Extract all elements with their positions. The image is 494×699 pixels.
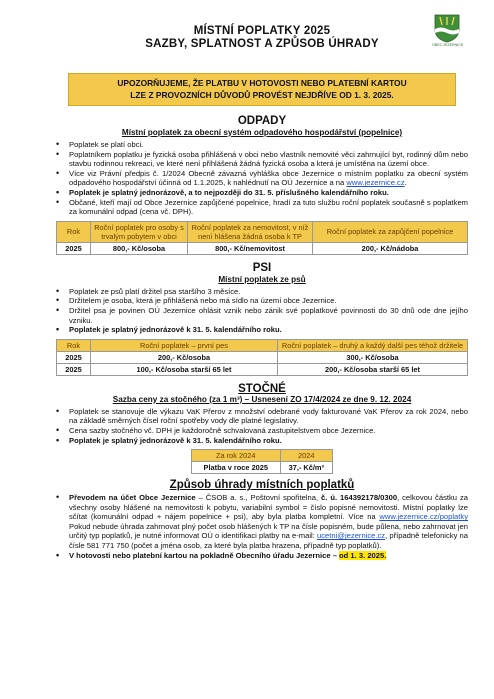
- fees-link[interactable]: www.jezernice.cz/poplatky: [379, 512, 468, 522]
- notice-line-2: LZE Z PROVOZNÍCH DŮVODŮ PROVÉST NEJDŘÍVE OD 1. 3. 2025.: [130, 89, 394, 100]
- table-row: [57, 242, 468, 254]
- bank-transfer-note-end: , případně telefonicky na čísle 581 771 750 (počet a jména osob, za které byla platba hrazena, případně typ poplatků).: [69, 531, 469, 551]
- table-cell: 2025: [57, 242, 91, 254]
- table-header-cell: Roční poplatek za nemovitost, v níž není hlášena žádná osoba k TP: [188, 221, 313, 242]
- table-header-cell: Roční poplatek pro osoby s trvalým pobytem v obci: [91, 221, 188, 242]
- table-header-cell: 2024: [280, 450, 332, 462]
- table-cell: 2025: [57, 351, 91, 363]
- municipality-logo: [432, 13, 462, 49]
- table-header-cell: Roční poplatek – druhý a každý další pes téhož držitele: [278, 339, 468, 351]
- list-item: • Cena sazby stočného vč. DPH je každoročně schvalovaná zastupitelstvem obce Jezernice.: [56, 426, 468, 436]
- table-cell: 800,- Kč/nemovitost: [188, 242, 313, 254]
- section-title-odpady: ODPADY: [237, 115, 287, 127]
- notice-line-1: UPOZORŇUJEME, ŽE PLATBU V HOTOVOSTI NEBO PLATEBNÍ KARTOU: [117, 78, 407, 88]
- bank-transfer-note: Pokud nebude úhrada zahrnovat plný počet osob hlášených k TP na čísle popisném, bude půlena, nebo zahrnovat jen určitý typ poplatků, je nutné informovat OÚ o identifikaci platby na e-mail:: [69, 521, 468, 541]
- title-line-1: MÍSTNÍ POPLATKY 2025: [193, 25, 331, 37]
- cash-payment-date: od 1. 3. 2025.: [339, 550, 387, 560]
- table-header-cell: Rok: [57, 221, 91, 242]
- table-cell: 37,- Kč/m³: [280, 462, 332, 474]
- list-item: • Poplatek je splatný jednorázově, a to nejpozději do 31. 5. příslušného kalendářního roku.: [56, 188, 468, 198]
- odpady-bullet-list: [56, 140, 468, 217]
- table-cell: 200,- Kč/nádoba: [313, 242, 468, 254]
- header: [56, 25, 468, 65]
- cash-payment-text: V hotovosti nebo platební kartou na pokladně Obecního úřadu Jezernice –: [69, 550, 340, 560]
- bank-transfer-label: Převodem na účet Obce Jezernice: [69, 493, 196, 503]
- section-title-payment-methods: Způsob úhrady místních poplatků: [169, 479, 355, 492]
- table-header-cell: Rok: [57, 339, 91, 351]
- logo-caption: OBEC JEZERNICE: [432, 43, 464, 47]
- psi-fee-table: [56, 339, 468, 376]
- bank-transfer-details: , celkovou částku za všechny osoby hlášené na nemovitosti k pobytu, variabilní symbol = číslo popisné nemovitosti. Místní poplatky lze sčítat (komunální odpad + nájem popelnice + psi), aby byla platba kompletní. Více na: [69, 493, 468, 522]
- list-item: • Poplatek se stanovuje dle výkazu VaK Přerov z množství odebrané vody fakturované VaK Přerov za rok 2024, nebo na základě směrných čísel roční spotřeby vody dle platné legislativy.: [56, 407, 468, 426]
- table-header-cell: Roční poplatek za zapůjčení popelnice: [313, 221, 468, 242]
- table-row: [192, 462, 333, 474]
- list-item: • Poplatek je splatný jednorázově k 31. 5. kalendářního roku.: [56, 325, 468, 335]
- stocne-subtitle: Sazba ceny za stočného (za 1 m³) – Usnesení ZO 17/4/2024 ze dne 9. 12. 2024: [112, 394, 412, 404]
- table-cell: 800,- Kč/osoba: [91, 242, 188, 254]
- table-cell: 2025: [57, 363, 91, 375]
- table-cell: 200,- Kč/osoba: [91, 351, 278, 363]
- section-title-stocne: STOČNÉ: [238, 382, 286, 395]
- payment-notice-box: [68, 73, 456, 106]
- list-item: • Držitelem je osoba, která je přihlášená nebo má sídlo na území obce Jezernice.: [56, 296, 468, 306]
- table-cell: 200,- Kč/osoba starší 65 let: [278, 363, 468, 375]
- title-line-2: SAZBY, SPLATNOST A ZPŮSOB ÚHRADY: [145, 38, 379, 50]
- list-item: • Poplatek ze psů platí držitel psa staršího 3 měsíce.: [56, 287, 468, 297]
- list-item: • Poplatníkem poplatku je fyzická osoba přihlášená v obci nebo vlastník nemovité věci zahrnující byt, rodinný dům nebo stavbu rodinnou rekreaci, ve které není přihlášená žádná fyzická osoba a která je umístěna na území obce.: [56, 150, 468, 169]
- payment-bullet-list: [56, 493, 468, 560]
- table-header-row: [57, 339, 468, 351]
- list-item: [56, 493, 468, 551]
- stocne-bullet-list: [56, 407, 468, 445]
- table-cell: 100,- Kč/osoba starší 65 let: [91, 363, 278, 375]
- table-header-cell: Roční poplatek – první pes: [91, 339, 278, 351]
- list-item: • Občané, kteří mají od Obce Jezernice zapůjčené popelnice, hradí za tuto službu roční poplatek současně s poplatkem za komunální odpad (cena vč. DPH).: [56, 198, 468, 217]
- website-link[interactable]: www.jezernice.cz: [346, 178, 405, 188]
- email-link[interactable]: ucetni@jezernice.cz: [317, 531, 386, 541]
- table-cell: Platba v roce 2025: [192, 462, 281, 474]
- section-title-psi: PSI: [252, 261, 272, 274]
- list-item: [56, 551, 468, 561]
- list-item: • Poplatek se platí obci.: [56, 140, 468, 150]
- bank-name: – ČSOB a. s., Poštovní spořitelna,: [195, 493, 322, 503]
- account-number: č. ú. 164392178/0300: [321, 493, 398, 503]
- list-item: • Poplatek je splatný jednorázově k 31. 5. kalendářního roku.: [56, 436, 468, 446]
- table-header-row: [57, 221, 468, 242]
- list-item: • Více viz Právní předpis č. 1/2024 Obecně závazná vyhláška obce Jezernice o místním poplatku za obecní systém odpadového hospodářství účinná od 1.1.2025, k nahlédnutí na OÚ Jezernice a na www.jezernice.cz.: [56, 169, 468, 188]
- table-row: [57, 363, 468, 375]
- table-header-cell: Za rok 2024: [192, 450, 281, 462]
- table-row: [57, 351, 468, 363]
- bullet-text: Více viz Právní předpis č. 1/2024 Obecně závazná vyhláška obce Jezernice o místním poplatku za obecní systém odpadového hospodářství účinná od 1.1.2025, k nahlédnutí na OÚ Jezernice a na: [69, 168, 468, 188]
- odpady-subtitle: Místní poplatek za obecní systém odpadového hospodářství (popelnice): [121, 128, 403, 137]
- psi-subtitle: Místní poplatek ze psů: [218, 274, 306, 284]
- table-cell: 300,- Kč/osoba: [278, 351, 468, 363]
- stocne-fee-table: [191, 449, 333, 474]
- table-header-row: [192, 450, 333, 462]
- list-item: • Držitel psa je povinen OÚ Jezernice ohlásit vznik nebo zánik své poplatkové povinnosti do 30 dnů ode dne jejího vzniku.: [56, 306, 468, 325]
- coat-of-arms-icon: [432, 13, 462, 43]
- odpady-fee-table: [56, 221, 468, 255]
- psi-bullet-list: [56, 287, 468, 335]
